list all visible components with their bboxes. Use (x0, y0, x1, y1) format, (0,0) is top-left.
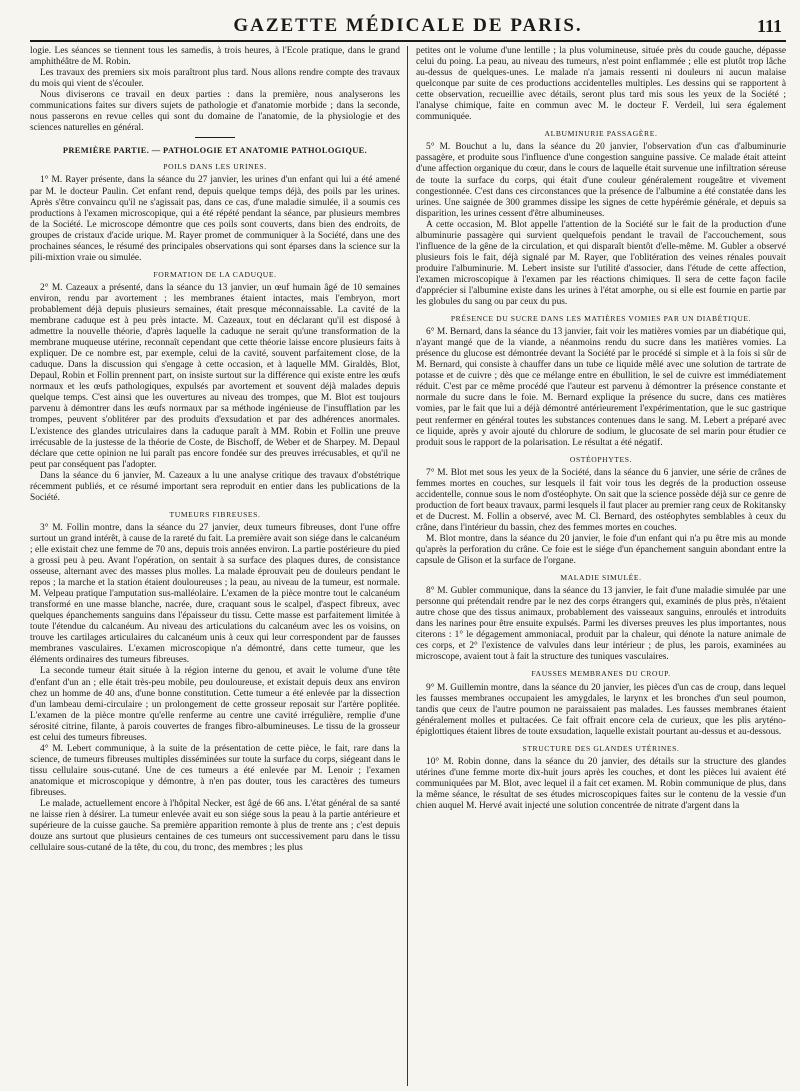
section-heading: ALBUMINURIE PASSAGÈRE. (544, 129, 658, 139)
paragraph: 8° M. Gubler communique, dans la séance du 13 janvier, le fait d'une maladie simulée par une personne qui prétendait rendre par le nez des corps étrangers qui, examinés de plus près, n'étaient autre chose que des tissus animaux, probablement des vaisseaux sanguins, enroulés et introduits dans les narines pour être ensuite expulsés. Parmi les diverses preuves les plus importantes, nous citerons : 1° le dégagement ammoniacal, produit par la chaleur, qui dénote la nature animale de ces corps, et 2° l'existence de valvules dans leur intérieur ; de plus, les parois, examinées au microscope, avaient tout à fait la structure des tuniques vasculaires. (416, 586, 786, 663)
paragraph: A cette occasion, M. Blot appelle l'attention de la Société sur le fait de la production d'une albuminurie passagère qui survient quelquefois pendant le travail de l'accouchement, sous l'influence de la gêne de la circulation, et qui disparaît bientôt d'elle-même. M. Gubler a observé plusieurs fois le fait, déjà signalé par M. Rayer, que l'oblitération des veines rénales pouvait produire l'albuminurie. M. Lebert insiste sur l'utilité d'associer, dans l'étude de cette affection, l'examen microscopique à l'examen par les réactions chimiques. Il sera de cette façon facile d'apprécier si l'albumine existe dans les urines à l'état amorphe, ou si elle est fournie en partie par les globules du sang ou par ceux du pus. (416, 219, 786, 308)
paragraph: Le malade, actuellement encore à l'hôpital Necker, est âgé de 66 ans. L'état général de sa santé ne laisse rien à désirer. La tumeur enlevée avait eu son siége sous la peau à la partie antérieure et supérieure de la cuisse gauche. Sa première apparition remonte à plus de trente ans ; c'est depuis douze ans surtout que plusieurs centaines de ces tumeurs ont successivement paru dans le tissu cellulaire sous-cutané de la tête, du cou, du tronc, des membres ; les plus (30, 799, 400, 854)
paragraph: Nous diviserons ce travail en deux parties : dans la première, nous analyserons les communications faites sur divers sujets de pathologie et d'anatomie morbide ; dans la seconde, nous passerons en revue celles qui sont du domaine de l'anatomie, de la physiologie et des sciences naturelles en général. (30, 90, 400, 134)
left-column (30, 46, 408, 1086)
paragraph: 7° M. Blot met sous les yeux de la Société, dans la séance du 6 janvier, une série de crânes de femmes mortes en couches, sur lesquels il fait voir tous les degrés de la production osseuse accidentelle, connue sous le nom d'ostéophyte. On sait que la science possède déjà sur ce genre de production de fort beaux travaux, parmi lesquels il faut placer au premier rang ceux de Rokitansky et de Ducrest. M. Follin a observé, avec M. Cl. Bernard, des ostéophytes semblables à ceux du crâne, dans l'intérieur du bassin, chez des femmes mortes en couches. (416, 467, 786, 533)
section-heading: TUMEURS FIBREUSES. (169, 509, 261, 519)
paragraph: 6° M. Bernard, dans la séance du 13 janvier, fait voir les matières vomies par un diabétique qui, n'ayant mangé que de la viande, a néanmoins rendu du sucre dans les matières vomies. La présence du glucose est démontrée devant la Société par le procédé si simple et à la fois si sûr de M. Bernard, qui consiste à chauffer dans un tube ce liquide mêlé avec une solution de tartrate de potasse et de cuivre ; dès que ce mélange entre en ébullition, le sel de cuivre est immédiatement réduit. C'est par ce même procédé que l'auteur est parvenu à démontrer la présence constante et normale du sucre dans le foie. M. Bernard explique la présence du sucre, dans ces matières vomies, par le fait que lui a déjà démontré antérieurement l'expérimentation, que le suc gastrique peut renfermer en général toutes les substances contenues dans le sang. M. Lebert a préparé avec ce liquide, après y avoir ajouté du chlorure de sodium, le glucosate de sel marin pour étudier ce produit sous le rapport de la polarisation. Le résultat a été négatif. (416, 327, 786, 448)
paragraph: La seconde tumeur était située à la région interne du genou, et avait le volume d'une tête d'enfant d'un an ; elle était très-peu mobile, peu douloureuse, et existait depuis deux ans environ chez un homme de 40 ans, d'une bonne constitution. Cette tumeur a été enlevée par la dissection d'un lambeau demi-circulaire ; un prolongement de cette grosseur reposait sur l'artère poplitée. L'examen de la pièce montre qu'elle renferme au centre une cavité irrégulière, remplie d'une sérosité citrine, filante, à parois couvertes de franges fibro-albumineuses. Le tissu de la grosseur est celui des tumeurs fibreuses. (30, 666, 400, 743)
paragraph: 1° M. Rayer présente, dans la séance du 27 janvier, les urines d'un enfant qui lui a été amené par M. le docteur Paulin. Cet enfant rend, depuis quelque temps déjà, des poils par les urines. Après s'être convaincu qu'il ne s'agissait pas, dans ce cas, d'une maladie simulée, il a soumis ces productions à l'examen microscopique, qui a été répété pendant la séance, par plusieurs membres de la Société. Le microscope démontre que ces poils sont couverts, dans bien des endroits, de groupes de cristaux d'acide urique. M. Rayer promet de communiquer à la Société, dans une des prochaines séances, le résumé des principales observations qui sont éparses dans la science sur la pili-mixtion vraie ou simulée. (30, 175, 400, 263)
paragraph: M. Blot montre, dans la séance du 20 janvier, le foie d'un enfant qui n'a pu être mis au monde qu'après la perforation du crâne. Ce foie est le siége d'un épanchement sanguin abondant entre la capsule de Glison et la surface de l'organe. (416, 533, 786, 567)
paragraph: 2° M. Cazeaux a présenté, dans la séance du 13 janvier, un œuf humain âgé de 10 semaines environ, rendu par avortement ; les membranes étaient intactes, mais l'embryon, mort probablement déjà depuis plusieurs semaines, était presque méconnaissable. La cavité de la membrane caduque est à peu près intacte. M. Cazeaux, tout en déclarant qu'il est disposé à admettre la nouvelle théorie, d'après laquelle la caduque ne serait qu'une transformation de la membrane muqueuse utérine, reconnaît cependant que cette théorie laisse encore plusieurs faits à expliquer. De ce nombre est, par exemple, celui de la cavité, souvent parfaitement close, de la caduque. Dans la discussion qui s'engage à cette occasion, et à laquelle MM. Giraldès, Blot, Depaul, Robin et Follin prennent part, on insiste surtout sur la différence qui existe entre les œufs normaux et les œufs pathologiques, expulsés par avortement et souvent déjà malades depuis quelque temps. C'est ainsi que les ouvertures au niveau des trompes, que M. Blot est toujours parvenu à démontrer dans les œufs normaux par sa méthode ingénieuse de l'insufflation par les trompes, peuvent s'oblitérer par des produits d'exsudation et par des adhérences anormales. L'existence des glandes utriculaires dans la caduque paraît à MM. Robin et Follin une preuve irrécusable de la justesse de la théorie de Coste, de Bischoff, de Weber et de Sharpey. M. Depaul déclare que cette opinion ne lui paraît pas encore fondée sur des preuves irrécusables, et qu'il ne peut par conséquent pas l'adopter. (30, 282, 400, 470)
paragraph: Les travaux des premiers six mois paraîtront plus tard. Nous allons rendre compte des travaux du mois qui vient de s'écouler. (30, 68, 400, 90)
divider (195, 137, 235, 138)
paragraph: 10° M. Robin donne, dans la séance du 20 janvier, des détails sur la structure des glandes utérines d'une femme morte dix-huit jours après les couches, et dont les pièces lui avaient été communiquées par M. Blot, avec lequel il a fait cet examen. M. Robin communique de plus, dans la même séance, le résultat de ses études microscopiques faites sur le contenu de la vessie d'un chien auquel M. Hervé avait injecté une solution concentrée de nitrate d'argent dans la (416, 756, 786, 811)
section-heading: FORMATION DE LA CADUQUE. (153, 269, 277, 279)
paragraph: 3° M. Follin montre, dans la séance du 27 janvier, deux tumeurs fibreuses, dont l'une offre surtout un grand intérêt, à cause de la rareté du fait. La première avait son siége dans le calcanéum ; elle existait chez une femme de 70 ans, depuis trois années environ. La partie postérieure du pied a grossi peu à peu. Avant l'opération, on sentait à sa surface des plaques dures, de consistance osseuse, alternant avec des masses plus molles. La malade éprouvait peu de douleurs pendant le repos ; la marche et la station étaient douloureuses ; la peau, au niveau de la tumeur, est normale. M. Velpeau pratique l'amputation sus-malléolaire. L'examen de la pièce montre tout le calcanéum transformé en une masse blanche, nacrée, dure, craquant sous le scalpel, d'aspect fibreux, avec quelques épanchements sanguins dans l'épaisseur du tissu. Cette masse est parfaitement limitée à toute l'étendue du calcanéum. Au niveau des articulations du calcanéum avec les os voisins, on trouve les cartilages articulaires du calcanéum unis à ceux qui leur correspondent par de fausses membranes vasculaires. L'examen microscopique n'a démontré, dans cette tumeur, que les éléments ordinaires des tumeurs fibreuses. (30, 522, 400, 666)
paragraph: petites ont le volume d'une lentille ; la plus volumineuse, située près du coude gauche, dépasse celui du poing. La peau, au niveau des tumeurs, n'est point enflammée ; elle est plutôt trop lâche au-dessus de quelques-unes. Le malade n'a jamais ressenti ni douleurs ni aucun malaise quelconque par suite de ces productions accidentelles multiples. Les dessins qui se rapportent à cette observation, recueillie avec détails, seront plus tard mis sous les yeux de la Société ; l'analyse chimique, faite en commun avec M. le docteur F. Verdeil, lui sera également communiquée. (416, 46, 786, 123)
masthead (30, 8, 786, 42)
section-heading: PRÉSENCE DU SUCRE DANS LES MATIÈRES VOMIES PAR UN DIABÉTIQUE. (450, 314, 752, 324)
section-heading: POILS DANS LES URINES. (163, 162, 267, 172)
paragraph: 5° M. Bouchut a lu, dans la séance du 20 janvier, l'observation d'un cas d'albuminurie passagère, et produite sous l'influence d'une congestion sanguine passive. Ce malade était atteint d'une affection organique du cœur, dans le cours de laquelle était survenue une infiltration séreuse de toute la surface du corps, qui était d'une couleur généralement rougeâtre et vivement congestionnée. C'est dans ces circonstances que la présence de l'albumine a été constatée dans les urines. Une saignée de 300 grammes dissipe les signes de cette hypérémie générale, et depuis sa disparition, les urines cessent d'être albumineuses. (416, 142, 786, 219)
columns (30, 46, 786, 1086)
page-number: 111 (756, 16, 782, 36)
section-heading: OSTÉOPHYTES. (569, 454, 633, 464)
paragraph: 4° M. Lebert communique, à la suite de la présentation de cette pièce, le fait, rare dans la science, de tumeurs fibreuses multiples disséminées sur toute la surface du corps, siégeant dans le tissu cellulaire sous-cutané. Une de ces tumeurs a été enlevée par M. Lenoir ; l'examen anatomique et microscopique y démontre, à n'en pas douter, tous les caractères des tumeurs fibreuses. (30, 743, 400, 798)
paragraph: Dans la séance du 6 janvier, M. Cazeaux a lu une analyse critique des travaux d'obstétrique récemment publiés, et ce résumé important sera reproduit en entier dans les publications de la Société. (30, 470, 400, 503)
right-column (408, 46, 786, 1086)
paragraph: logie. Les séances se tiennent tous les samedis, à trois heures, à l'École pratique, dans le grand amphithéâtre de M. Robin. (30, 46, 400, 68)
page-title: GAZETTE MÉDICALE DE PARIS. (233, 15, 583, 36)
section-heading: STRUCTURE DES GLANDES UTÉRINES. (522, 743, 680, 753)
part-heading: PREMIÈRE PARTIE. — PATHOLOGIE ET ANATOMIE PATHOLOGIQUE. (62, 146, 368, 156)
paragraph: 9° M. Guillemin montre, dans la séance du 20 janvier, les pièces d'un cas de croup, dans lequel les fausses membranes occupaient les amygdales, le larynx et les bronches d'un seul poumon, tandis que ceux de l'autre poumon ne paraissaient pas malades. Les fausses membranes étaient généralement molles et pultacées. Ce fait offrait encore cela de curieux, que les plis aryténo-épiglottiques étaient libres de toute exsudation, laquelle existait pourtant au-dessus et au-dessous. (416, 682, 786, 737)
section-heading: MALADIE SIMULÉE. (560, 573, 642, 583)
section-heading: FAUSSES MEMBRANES DU CROUP. (531, 669, 671, 679)
